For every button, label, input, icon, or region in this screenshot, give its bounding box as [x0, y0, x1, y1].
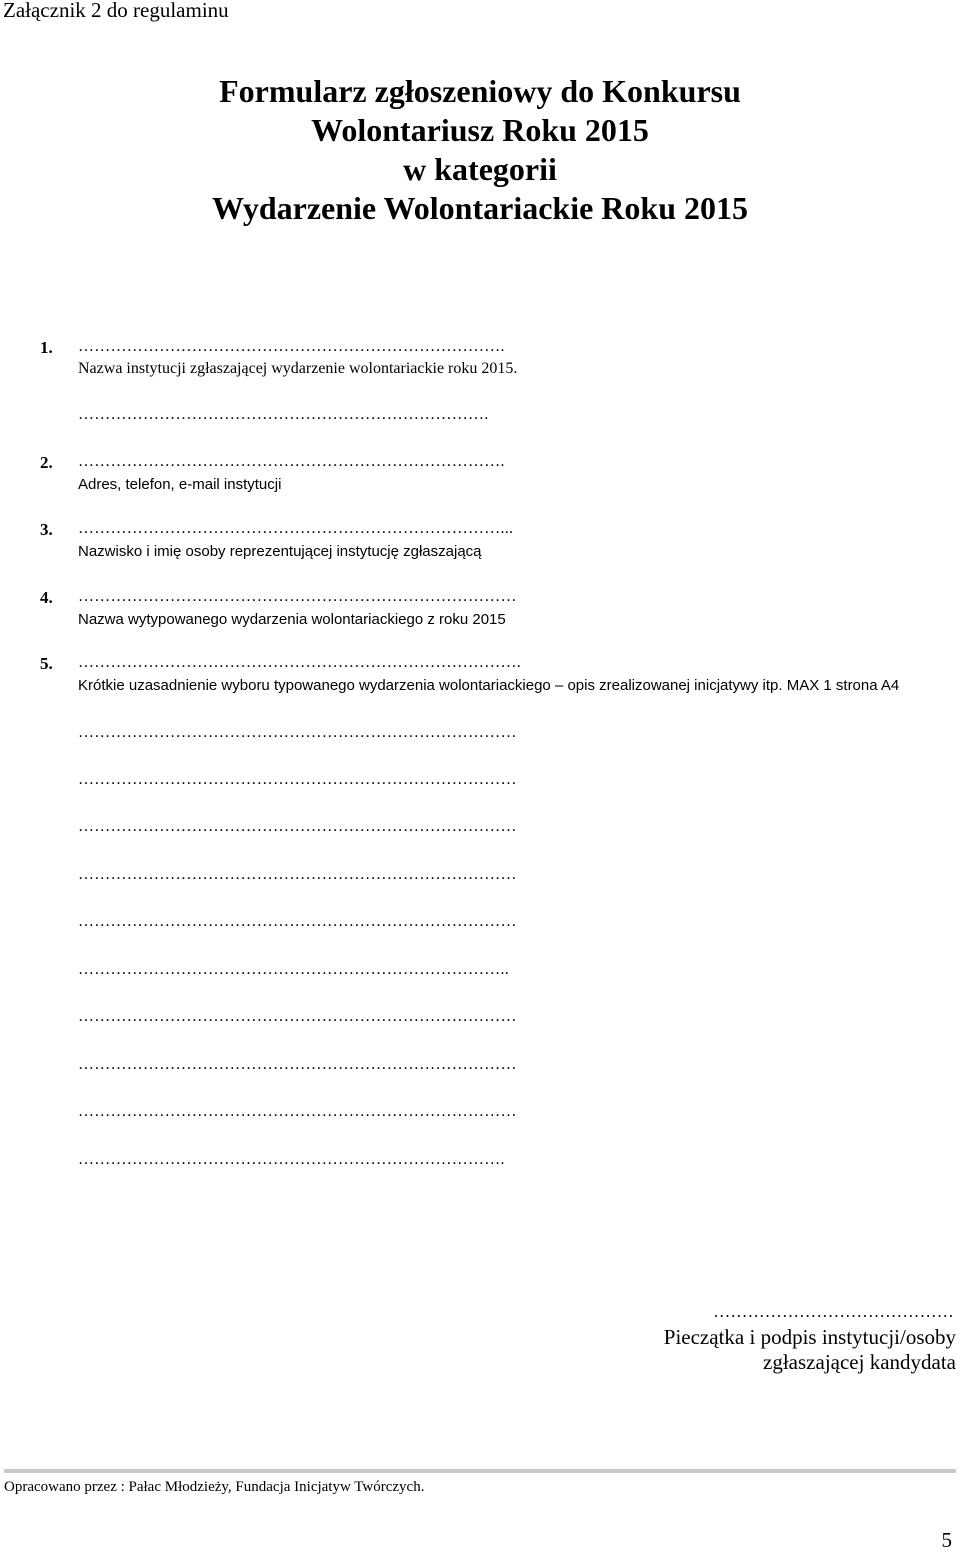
page-number: 5: [941, 1528, 952, 1552]
item-number: 5.: [40, 654, 53, 673]
item-label: Nazwa instytucji zgłaszającej wydarzenie wolontariackie roku 2015.: [78, 360, 518, 377]
item-label: Krótkie uzasadnienie wyboru typowanego wydarzenia wolontariackiego – opis zrealizowanej inicjatywy itp. MAX 1 strona A4: [78, 677, 900, 694]
title-line-3: w kategorii: [403, 151, 557, 187]
description-line[interactable]: ………………………………………………………………………: [78, 1103, 517, 1120]
description-line[interactable]: ………………………………………………………………………: [78, 913, 517, 930]
footer-divider: [4, 1469, 956, 1473]
fill-line[interactable]: ………………………………………………………………………: [78, 588, 517, 605]
description-line[interactable]: ………………………………………………………………………: [78, 818, 517, 835]
signature-caption-line-2: zgłaszającej kandydata: [763, 1350, 956, 1374]
item-number: 4.: [40, 588, 53, 607]
item-number: 3.: [40, 520, 53, 539]
title-line-4: Wydarzenie Wolontariackie Roku 2015: [212, 190, 748, 226]
description-line[interactable]: …………………………………………………………………….: [78, 1151, 505, 1168]
signature-caption-line-1: Pieczątka i podpis instytucji/osoby: [663, 1325, 956, 1349]
description-line[interactable]: ………………………………………………………………………: [78, 866, 517, 883]
item-label: Nazwa wytypowanego wydarzenia wolontariackiego z roku 2015: [78, 611, 506, 628]
fill-line[interactable]: …………………………………………………………………….: [78, 338, 505, 355]
description-line[interactable]: ………………………………………………………………………: [78, 771, 517, 788]
title-line-2: Wolontariusz Roku 2015: [311, 112, 649, 148]
footer-text: Opracowano przez : Pałac Młodzieży, Fundacja Inicjatyw Twórczych.: [4, 1479, 425, 1495]
item-label: Adres, telefon, e-mail instytucji: [78, 476, 282, 493]
description-line[interactable]: ………………………………………………………………………: [78, 1056, 517, 1073]
item-number: 2.: [40, 453, 53, 472]
fill-line[interactable]: ……………………………………………………………………….: [78, 654, 521, 671]
fill-line[interactable]: …………………………………………………………………….: [78, 453, 505, 470]
annex-header: Załącznik 2 do regulaminu: [3, 0, 229, 22]
item-number: 1.: [40, 338, 53, 357]
fill-line[interactable]: ………………………………………………………………….: [78, 406, 489, 423]
fill-line[interactable]: ……………………………………………………………………...: [78, 520, 514, 537]
description-line[interactable]: ………………………………………………………………………: [78, 1008, 517, 1025]
description-line[interactable]: ……………………………………………………………………..: [78, 961, 509, 978]
description-line[interactable]: ………………………………………………………………………: [78, 724, 517, 741]
title-line-1: Formularz zgłoszeniowy do Konkursu: [219, 73, 741, 109]
item-label: Nazwisko i imię osoby reprezentującej instytucję zgłaszającą: [78, 543, 482, 560]
signature-line[interactable]: ……………………………………: [713, 1302, 954, 1321]
